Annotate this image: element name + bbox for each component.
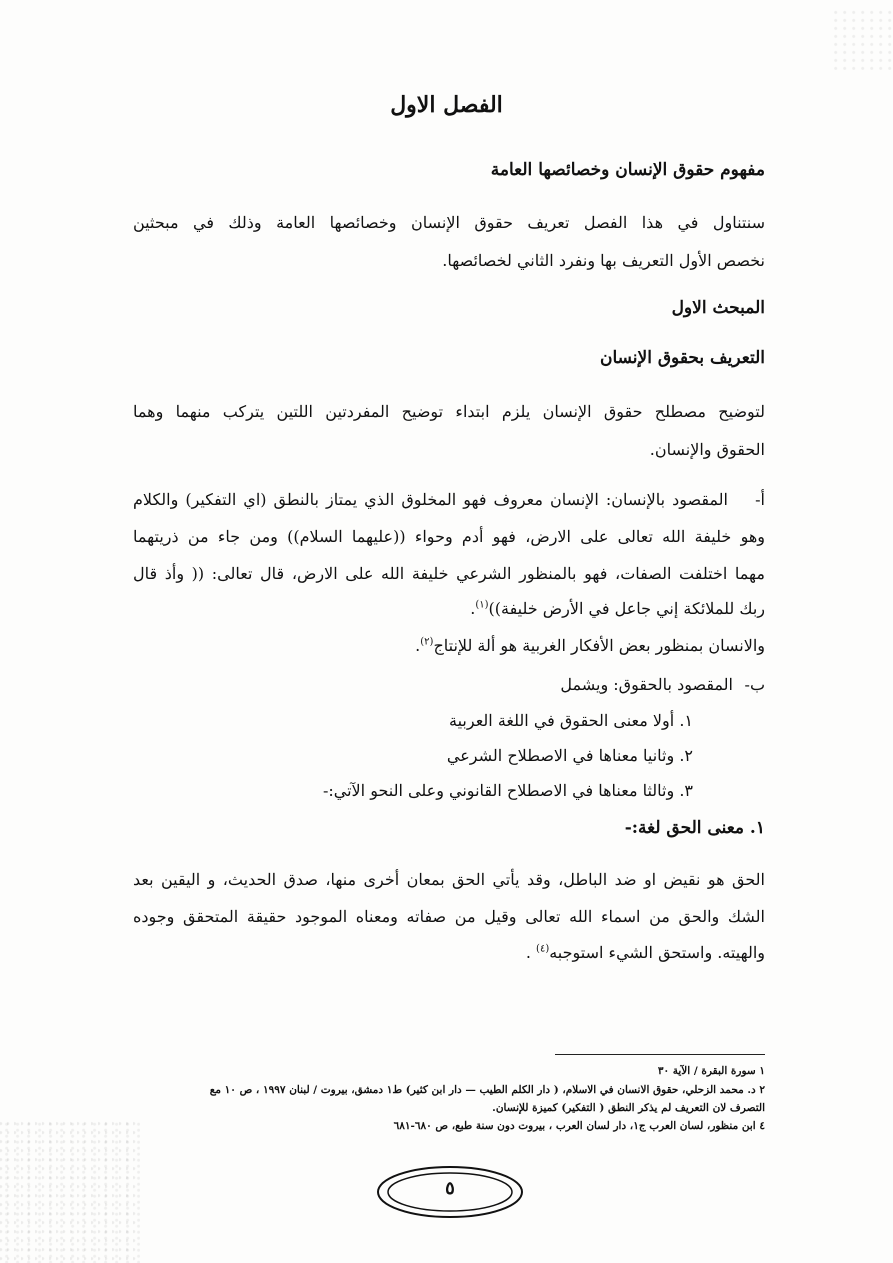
- section-title: المبحث الاول: [671, 298, 765, 318]
- item-a-line-4-text: ربك للملائكة إني جاعل في الأرض خليفة)): [488, 599, 765, 618]
- item-a-line-5-text: والانسان بمنظور بعض الأفكار الغربية هو ألة للإنتاج: [433, 636, 765, 655]
- definition-line-2: الشك والحق من اسماء الله تعالى وقيل من صفاته ومعناه الموجود حقيقة المتحقق وجوده: [133, 907, 766, 926]
- chapter-heading: مفهوم حقوق الإنسان وخصائصها العامة: [490, 160, 765, 180]
- footnote-2-cont: التصرف لان التعريف لم يذكر النطق ( التفكير) كميزة للإنسان.: [492, 1102, 765, 1114]
- footnote-divider: [555, 1054, 765, 1055]
- chapter-title: الفصل الاول: [390, 92, 503, 118]
- item-a-line-1: المقصود بالإنسان: الإنسان معروف فهو المخلوق الذي يمتاز بالنطق (اي التفكير) والكلام: [133, 490, 729, 509]
- footnote-2: ٢ د. محمد الزحلي، حقوق الانسان في الاسلام، ( دار الكلم الطيب — دار ابن كثير) ط١ دمشق، بيروت / لبنان ١٩٩٧ ، ص ١٠ مع: [209, 1084, 765, 1096]
- definition-heading: ١. معنى الحق لغة:-: [624, 818, 765, 838]
- page-number: ٥: [445, 1178, 455, 1199]
- definition-line-1: الحق هو نقيض او ضد الباطل، وقد يأتي الحق بمعان أخرى منها، صدق الحديث، و اليقين بعد: [133, 870, 765, 889]
- item-a-line-3: مهما اختلفت الصفات، فهو بالمنظور الشرعي خليفة الله على الارض، قال تعالى: (( وأذ قال: [133, 564, 766, 583]
- footnote-ref-2: (٢): [420, 636, 434, 648]
- section-para-line-2: الحقوق والإنسان.: [649, 440, 765, 459]
- definition-line-3-text: والهيته. واستحق الشيء استوجبه: [549, 943, 765, 962]
- footnote-ref-1: (١): [475, 599, 489, 611]
- item-a-line-2: وهو خليفة الله تعالى على الارض، فهو أدم وحواء ((عليهما السلام)) ومن جاء من ذريتهما: [133, 527, 765, 546]
- scan-noise: [833, 10, 893, 70]
- item-b-label: ب-: [744, 675, 765, 694]
- definition-line-3-end: .: [525, 943, 537, 962]
- footnote-ref-4: (٤): [536, 943, 550, 955]
- item-a-line-5: [415, 636, 765, 655]
- definition-line-3: [526, 943, 765, 962]
- item-a-label: أ-: [755, 490, 765, 509]
- intro-line-2: نخصص الأول التعريف بها ونفرد الثاني لخصائصها.: [442, 251, 765, 270]
- section-subtitle: التعريف بحقوق الإنسان: [599, 348, 765, 368]
- item-a-line-4-end: .: [470, 599, 476, 618]
- intro-line-1: سنتناول في هذا الفصل تعريف حقوق الإنسان وخصائصها العامة وذلك في مبحثين: [133, 213, 765, 232]
- section-para-line-1: لتوضيح مصطلح حقوق الإنسان يلزم ابتداء توضيح المفردتين اللتين يتركب منهما وهما: [133, 402, 765, 421]
- item-b-text: المقصود بالحقوق: ويشمل: [560, 675, 733, 694]
- footnote-4: ٤ ابن منظور، لسان العرب ج١، دار لسان العرب ، بيروت دون سنة طبع، ص ٦٨٠-٦٨١: [393, 1120, 765, 1132]
- list-item: ٣. وثالثا معناها في الاصطلاح القانوني وعلى النحو الآتي:-: [322, 781, 693, 800]
- item-a-line-4: [470, 599, 765, 618]
- item-a-line-5-end: .: [415, 636, 421, 655]
- footnote-1: ١ سورة البقرة / الآية ٣٠: [657, 1065, 765, 1077]
- scan-noise: [0, 1120, 140, 1263]
- list-item: ١. أولا معنى الحقوق في اللغة العربية: [449, 711, 693, 730]
- list-item: ٢. وثانيا معناها في الاصطلاح الشرعي: [446, 746, 693, 765]
